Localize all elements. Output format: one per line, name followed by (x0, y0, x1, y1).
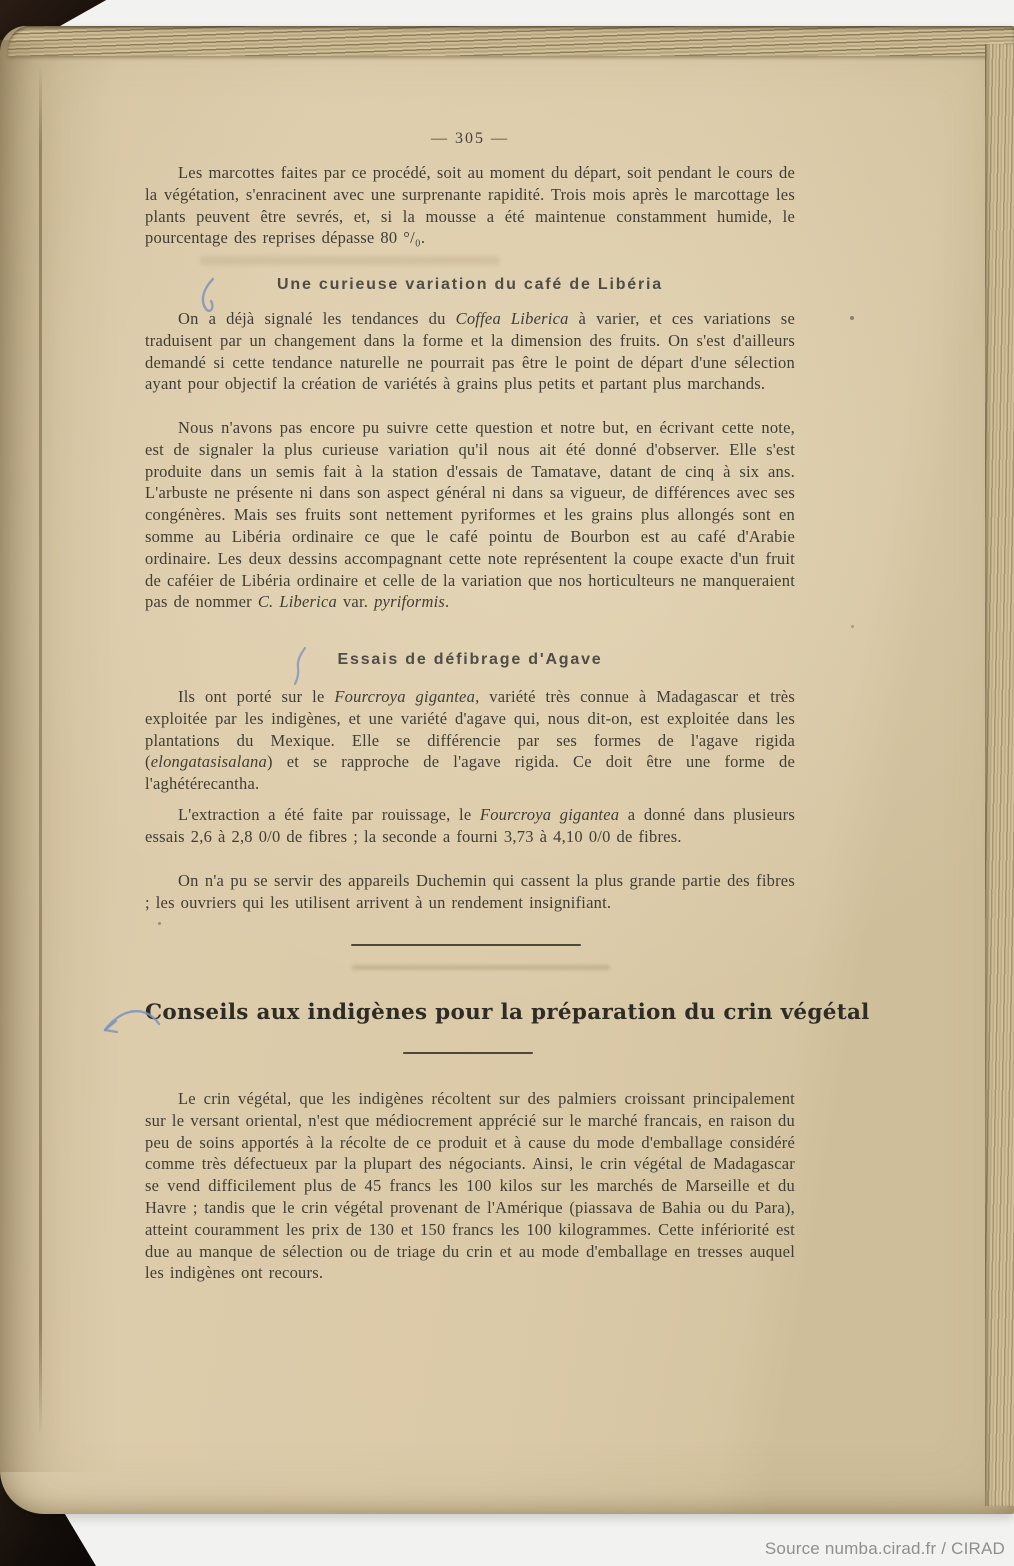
show-through-line (352, 965, 610, 970)
pen-mark-cafe-heading (198, 277, 222, 315)
print-smudge (200, 256, 500, 265)
section-heading-crin-vegetal: Conseils aux indigènes pour la préparation du crin végétal (145, 1000, 870, 1025)
paragraph-text: L'extraction a été faite par rouissage, le Fourcroya gigantea a donné dans plusieurs essais 2,6 à 2,8 0/0 de fibres ; la seconde a fourni 3,73 à 4,10 0/0 de fibres. (145, 805, 795, 846)
ink-speck (850, 316, 854, 320)
source-attribution: Source numba.cirad.fr / CIRAD (764, 1539, 1005, 1558)
section-heading-cafe-liberia: Une curieuse variation du café de Libéria (277, 276, 663, 293)
section-heading-agave: Essais de défibrage d'Agave (337, 651, 603, 668)
separator-rule-top (351, 944, 581, 946)
paragraph-coffea (145, 308, 795, 395)
separator-rule-bottom (403, 1052, 533, 1054)
paragraph-text: On n'a pu se servir des appareils Duchemin qui cassent la plus grande partie des fibres ; les ouvriers qui les utilisent arrivent à un rendement insignifiant. (145, 871, 795, 912)
paragraph-text: Ils ont porté sur le Fourcroya gigantea, variété très connue à Madagascar et très exploitée par les indigènes, et une variété d'agave qui, nous dit-on, est exploitée dans les plantations du Mexique. Elle se différencie par ses formes de l'agave rigida (elongatasisalana) et se rapproche de l'agave rigida. Ce doit être une forme de l'aghétérecantha. (145, 687, 795, 794)
ink-speck (158, 922, 161, 925)
paragraph-variation (145, 417, 795, 613)
paragraph-crin (145, 1088, 795, 1284)
paragraph-fourcroya (145, 686, 795, 795)
pen-mark-crin-heading (97, 1002, 163, 1042)
paragraph-text: Le crin végétal, que les indigènes récoltent sur des palmiers croissant principalement sur le versant oriental, n'est que médiocrement apprécié sur le marché francais, en raison du peu de soins apportés à la récolte de ce produit et à cause du mode d'emballage considéré comme très défectueux par la plupart des négociants. Ainsi, le crin végétal de Madagascar se vend difficilement plus de 45 francs les 100 kilos sur les marchés de Marseille et du Havre ; tandis que le crin végétal provenant de l'Amérique (piassava de Bahia ou du Para), atteint couramment les prix de 130 et 150 francs les 100 kilogrammes. Cette infériorité est due au manque de sélection ou de triage du crin et au mode d'emballage en tresses auquel les indigènes ont recours. (145, 1089, 795, 1283)
pen-mark-agave-heading (291, 646, 309, 686)
paragraph-text: Nous n'avons pas encore pu suivre cette question et notre but, en écrivant cette note, est de signaler la plus curieuse variation qu'il nous ait été donné d'observer. Elle s'est produite dans un semis fait à la station d'essais de Tamatave, datant de cinq à six ans. L'arbuste ne présente ni dans son aspect général ni dans sa vigueur, de différences avec ses congénères. Mais ses fruits sont nettement pyriformes et les grains plus allongés sont en somme au Libéria ordinaire ce que le café pointu de Bourbon est au café d'Arabie ordinaire. Les deux dessins accompagnant cette note représentent la coupe exacte d'un fruit de caféier de Libéria ordinaire et celle de la variation que nos horticulteurs ne manqueraient pas de nommer C. Liberica var. pyriformis. (145, 418, 795, 612)
paragraph-text: On a déjà signalé les tendances du Coffea Liberica à varier, et ces variations se traduisent par un changement dans la forme et la dimension des fruits. On s'est d'ailleurs demandé si cette tendance naturelle ne pourrait pas être le point de départ d'une sélection ayant pour objectif la création de variétés à grains plus petits et partant plus marchands. (145, 309, 795, 394)
paragraph-text: Les marcottes faites par ce procédé, soit au moment du départ, soit pendant le cours de la végétation, s'enracinent avec une surprenante rapidité. Trois mois après le marcottage les plants peuvent être sevrés, et, si la mousse a été maintenue constamment humide, le pourcentage des reprises dépasse 80 °/₀. (145, 163, 795, 248)
paragraph-marcottes (145, 162, 795, 249)
paragraph-extraction (145, 804, 795, 848)
ink-speck (851, 625, 854, 628)
paragraph-duchemin (145, 870, 795, 914)
page-number: — 305 — (431, 130, 509, 147)
